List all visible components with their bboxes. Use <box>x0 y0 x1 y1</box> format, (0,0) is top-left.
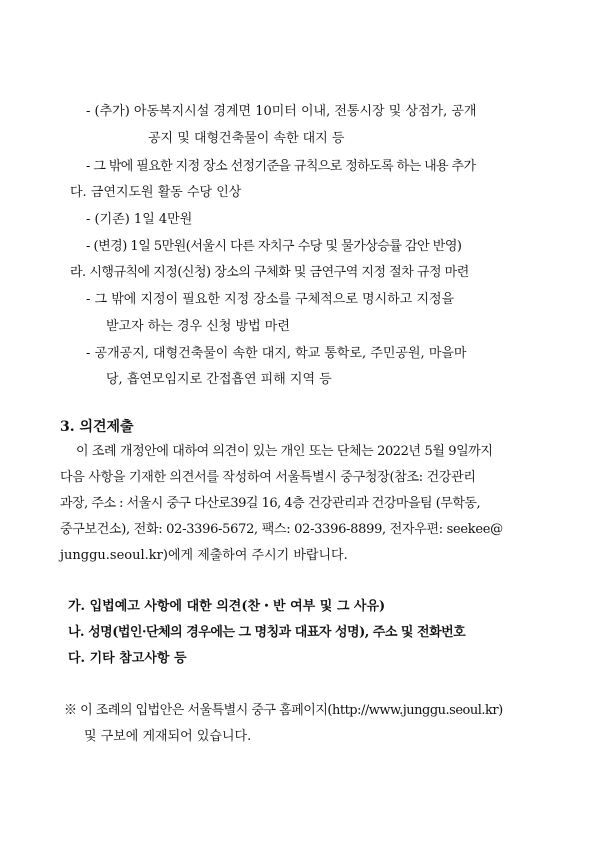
opinion-item-da: 다. 기타 참고사항 등 <box>68 651 187 666</box>
opinion-paragraph-line: 이 조례 개정안에 대하여 의견이 있는 개인 또는 단체는 2022년 5월 9일까지 <box>76 444 493 459</box>
ra-item1-line1: - 그 밖에 지정이 필요한 지정 장소를 구체적으로 명시하고 지정을 <box>86 292 455 307</box>
opinion-section-title: 3. 의견제출 <box>60 419 134 435</box>
allowance-after: - (변경) 1일 5만원(서울시 다른 자치구 수당 및 물가상승률 감안 반영) <box>86 239 462 254</box>
opinion-item-ga: 가. 입법예고 사항에 대한 의견(찬・반 여부 및 그 사유) <box>68 599 386 614</box>
addition-item-line2: 공지 및 대형건축물이 속한 대지 등 <box>148 131 345 146</box>
opinion-item-na: 나. 성명(법인·단체의 경우에는 그 명칭과 대표자 성명), 주소 및 전화번호 <box>68 625 466 640</box>
opinion-paragraph-line: 다음 사항을 기재한 의견서를 작성하여 서울특별시 중구청장(참조: 건강관리 <box>60 470 476 485</box>
addition-item-line1: - (추가) 아동복지시설 경계면 10미터 이내, 전통시장 및 상점가, 공개 <box>86 104 477 119</box>
ra-item2-line1: - 공개공지, 대형건축물이 속한 대지, 학교 통학로, 주민공원, 마을마 <box>86 346 467 361</box>
section-ra-heading: 라. 시행규칙에 지정(신청) 장소의 구체화 및 금연구역 지정 절차 규정 마련 <box>70 265 469 280</box>
note-line1: ※ 이 조례의 입법안은 서울특별시 중구 홈페이지(http://www.junggu.seoul.kr) <box>64 703 503 718</box>
ra-item2-line2: 당, 흡연모임지로 간접흡연 피해 지역 등 <box>106 372 332 387</box>
ra-item1-line2: 받고자 하는 경우 신청 방법 마련 <box>106 319 290 334</box>
opinion-paragraph-line: 중구보건소), 전화: 02-3396-5672, 팩스: 02-3396-8899, 전자우편: seekee@ <box>60 522 503 537</box>
opinion-paragraph-line: 과장, 주소 : 서울시 중구 다산로39길 16, 4층 건강관리과 건강마을팀 (무학동, <box>60 496 481 511</box>
other-criteria-item: - 그 밖에 필요한 지정 장소 선정기준을 규칙으로 정하도록 하는 내용 추가 <box>86 159 476 174</box>
opinion-paragraph-line: junggu.seoul.kr)에게 제출하여 주시기 바랍니다. <box>60 548 348 563</box>
section-da-heading: 다. 금연지도원 활동 수당 인상 <box>70 185 242 200</box>
note-line2: 및 구보에 게재되어 있습니다. <box>84 729 252 744</box>
allowance-before: - (기존) 1일 4만원 <box>86 212 193 227</box>
